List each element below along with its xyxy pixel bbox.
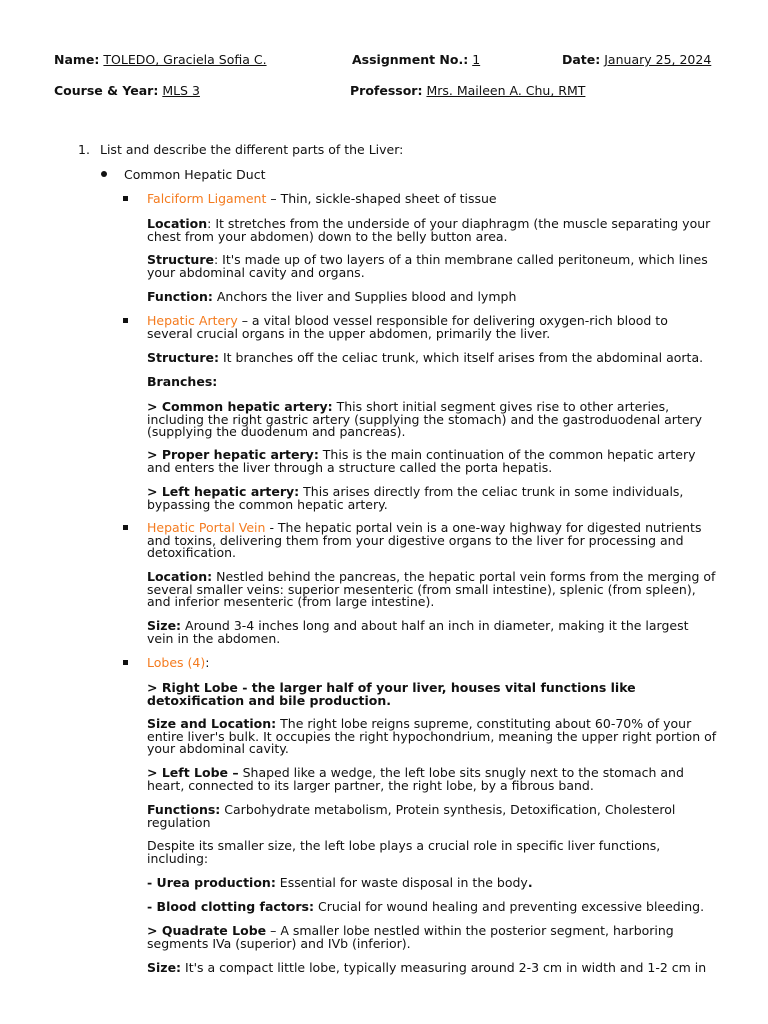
vein-title-line: [147, 522, 717, 560]
falciform-function-text: Anchors the liver and Supplies blood and lymph: [212, 289, 517, 304]
left-lobe-functions: [147, 804, 717, 829]
course-label: Course & Year:: [54, 83, 159, 98]
quadrate-lobe: [147, 925, 717, 950]
name-label: Name:: [54, 52, 100, 67]
name-field: [54, 52, 267, 67]
artery-structure: [147, 352, 717, 365]
artery-left-label: > Left hepatic artery:: [147, 484, 300, 499]
artery-left: [147, 486, 717, 511]
artery-branches-label: Branches:: [147, 374, 218, 389]
date-field: [562, 52, 711, 67]
square-bullet: [123, 525, 128, 530]
vein-title: Hepatic Portal Vein: [147, 520, 266, 535]
falciform-function-label: Function:: [147, 289, 213, 304]
quadrate-text: – A smaller lobe nestled within the posterior segment, harboring segments IVa (superior) and IVb (inferior).: [147, 923, 674, 951]
professor-value: Mrs. Maileen A. Chu, RMT: [426, 83, 586, 98]
square-bullet: [123, 318, 128, 323]
square-bullet: [123, 196, 128, 201]
clotting-line: [147, 901, 717, 914]
course-field: [54, 83, 200, 98]
vein-size-text: Around 3-4 inches long and about half an inch in diameter, making it the largest vein in the abdomen.: [147, 618, 689, 646]
artery-title: Hepatic Artery: [147, 313, 238, 328]
functions-text: Carbohydrate metabolism, Protein synthesis, Detoxification, Cholesterol regulation: [147, 802, 676, 830]
vein-desc: - The hepatic portal vein is a one-way highway for digested nutrients and toxins, delivering them from your digestive organs to the liver for processing and detoxification.: [147, 520, 702, 560]
name-value: TOLEDO, Graciela Sofia C.: [103, 52, 267, 67]
quadrate-label: > Quadrate Lobe: [147, 923, 267, 938]
quadrate-size: [147, 962, 717, 975]
falciform-location-label: Location: [147, 216, 208, 231]
size-location-text: The right lobe reigns supreme, constituting about 60-70% of your entire liver's bulk. It occupies the right hypochondrium, meaning the upper right portion of your abdominal cavity.: [147, 716, 717, 756]
vein-location-text: Nestled behind the pancreas, the hepatic portal vein forms from the merging of several smaller veins: superior mesenteric (from small intestine), splenic (from spleen), and inferior mesenteric (from large intestine).: [147, 569, 716, 609]
artery-common: [147, 401, 717, 439]
artery-title-line: [147, 315, 717, 340]
urea-text: Essential for waste disposal in the body: [275, 875, 528, 890]
urea-label: - Urea production:: [147, 875, 276, 890]
vein-location: [147, 571, 717, 609]
clotting-label: - Blood clotting factors:: [147, 899, 314, 914]
falciform-structure-text: : It's made up of two layers of a thin membrane called peritoneum, which lines your abdominal cavity and organs.: [147, 252, 708, 280]
artery-desc: – a vital blood vessel responsible for delivering oxygen-rich blood to several crucial organs in the upper abdomen, primarily the liver.: [147, 313, 668, 341]
professor-field: [350, 83, 585, 98]
question-text: List and describe the different parts of the Liver:: [100, 142, 404, 157]
artery-common-text: This short initial segment gives rise to other arteries, including the right gastric artery (supplying the stomach) and the gastroduodenal artery (supplying the duodenum and pancreas).: [147, 399, 703, 439]
left-lobe-text: Shaped like a wedge, the left lobe sits snugly next to the stomach and heart, connected to its larger partner, the right lobe, by a fibrous band.: [147, 765, 684, 793]
functions-label: Functions:: [147, 802, 221, 817]
artery-proper-text: This is the main continuation of the common hepatic artery and enters the liver through a structure called the porta hepatis.: [147, 447, 696, 475]
right-lobe-size: [147, 718, 717, 756]
left-lobe: [147, 767, 717, 792]
despite-text: Despite its smaller size, the left lobe plays a crucial role in specific liver functions, including:: [147, 838, 661, 866]
bullet-heading: Common Hepatic Duct: [124, 167, 266, 182]
size-location-label: Size and Location:: [147, 716, 277, 731]
urea-end: .: [527, 875, 533, 890]
lobes-colon: :: [205, 655, 210, 670]
artery-proper-label: > Proper hepatic artery:: [147, 447, 319, 462]
vein-location-label: Location:: [147, 569, 213, 584]
artery-proper: [147, 449, 717, 474]
quadrate-size-label: Size:: [147, 960, 182, 975]
artery-structure-text: It branches off the celiac trunk, which itself arises from the abdominal aorta.: [218, 350, 704, 365]
lobes-title: Lobes (4): [147, 655, 206, 670]
falciform-location: [147, 218, 717, 243]
falciform-function: [147, 291, 717, 304]
falciform-title: Falciform Ligament: [147, 191, 267, 206]
falciform-desc: – Thin, sickle-shaped sheet of tissue: [266, 191, 497, 206]
assignment-value: 1: [472, 52, 481, 67]
falciform-location-text: : It stretches from the underside of your diaphragm (the muscle separating your chest from your abdomen) down to the belly button area.: [147, 216, 711, 244]
lobes-title-line: [147, 657, 717, 670]
vein-size-label: Size:: [147, 618, 182, 633]
right-lobe: > Right Lobe - the larger half of your liver, houses vital functions like detoxification and bile production.: [147, 680, 636, 708]
falciform-title-line: [147, 193, 717, 206]
question-number: 1.: [78, 142, 90, 157]
date-value: January 25, 2024: [604, 52, 712, 67]
vein-size: [147, 620, 717, 645]
artery-left-text: This arises directly from the celiac trunk in some individuals, bypassing the common hepatic artery.: [147, 484, 684, 512]
falciform-structure: [147, 254, 717, 279]
assignment-field: [352, 52, 480, 67]
clotting-text: Crucial for wound healing and preventing excessive bleeding.: [314, 899, 705, 914]
urea-line: [147, 877, 717, 890]
left-lobe-label: > Left Lobe –: [147, 765, 239, 780]
professor-label: Professor:: [350, 83, 423, 98]
assignment-label: Assignment No.:: [352, 52, 469, 67]
artery-common-label: > Common hepatic artery:: [147, 399, 333, 414]
quadrate-size-text: It's a compact little lobe, typically measuring around 2-3 cm in width and 1-2 cm in: [181, 960, 707, 975]
course-value: MLS 3: [162, 83, 200, 98]
bullet-dot: [101, 171, 107, 177]
falciform-structure-label: Structure: [147, 252, 214, 267]
date-label: Date:: [562, 52, 601, 67]
square-bullet: [123, 660, 128, 665]
artery-structure-label: Structure:: [147, 350, 219, 365]
